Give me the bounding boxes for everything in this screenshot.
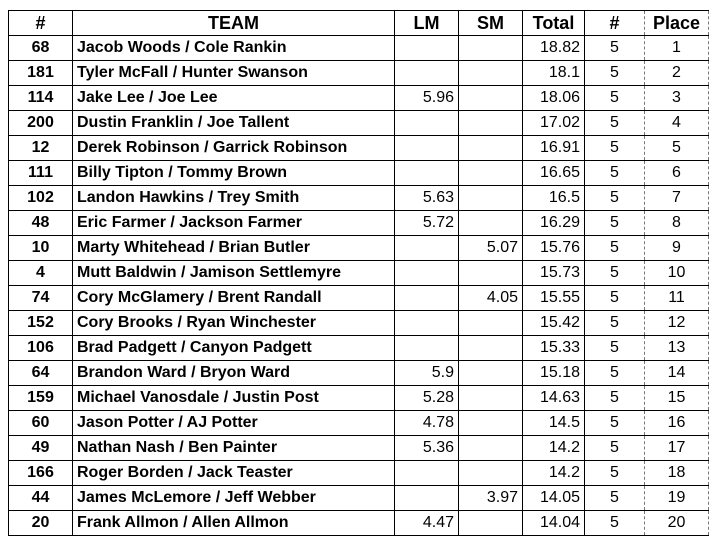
header-total[interactable]: Total [523, 11, 585, 36]
table-row [9, 36, 709, 61]
sm-cell[interactable] [459, 211, 523, 236]
sm-cell[interactable]: 3.97 [459, 486, 523, 511]
sm-cell[interactable] [459, 136, 523, 161]
lm-cell[interactable]: 5.96 [395, 86, 459, 111]
sm-cell[interactable] [459, 461, 523, 486]
fish-count-cell[interactable]: 5 [585, 411, 645, 436]
fish-count-cell[interactable]: 5 [585, 36, 645, 61]
fish-count-cell[interactable]: 5 [585, 286, 645, 311]
place-cell[interactable]: 17 [645, 436, 709, 461]
fish-count-cell[interactable]: 5 [585, 86, 645, 111]
entry-number-cell[interactable]: 60 [9, 411, 73, 436]
place-cell[interactable]: 20 [645, 511, 709, 536]
total-cell[interactable]: 14.2 [523, 436, 585, 461]
table-row [9, 261, 709, 286]
team-cell[interactable]: Jason Potter / AJ Potter [73, 411, 395, 436]
sm-cell[interactable] [459, 411, 523, 436]
table-row [9, 86, 709, 111]
fish-count-cell[interactable]: 5 [585, 461, 645, 486]
table-row [9, 211, 709, 236]
fish-count-cell[interactable]: 5 [585, 111, 645, 136]
table-row [9, 361, 709, 386]
team-cell[interactable]: Eric Farmer / Jackson Farmer [73, 211, 395, 236]
team-cell[interactable]: Jake Lee / Joe Lee [73, 86, 395, 111]
total-cell[interactable]: 16.91 [523, 136, 585, 161]
lm-cell[interactable] [395, 161, 459, 186]
sm-cell[interactable] [459, 336, 523, 361]
total-cell[interactable]: 16.29 [523, 211, 585, 236]
header-entry-number[interactable]: # [9, 11, 73, 36]
sm-cell[interactable]: 4.05 [459, 286, 523, 311]
sm-cell[interactable] [459, 361, 523, 386]
lm-cell[interactable]: 5.9 [395, 361, 459, 386]
fish-count-cell[interactable]: 5 [585, 486, 645, 511]
header-team[interactable]: TEAM [73, 11, 395, 36]
table-row [9, 411, 709, 436]
lm-cell[interactable]: 5.36 [395, 436, 459, 461]
team-cell[interactable]: Landon Hawkins / Trey Smith [73, 186, 395, 211]
total-cell[interactable]: 15.33 [523, 336, 585, 361]
entry-number-cell[interactable]: 114 [9, 86, 73, 111]
sm-cell[interactable] [459, 386, 523, 411]
total-cell[interactable]: 14.5 [523, 411, 585, 436]
fish-count-cell[interactable]: 5 [585, 361, 645, 386]
table-row [9, 136, 709, 161]
lm-cell[interactable] [395, 61, 459, 86]
team-cell[interactable]: Tyler McFall / Hunter Swanson [73, 61, 395, 86]
place-cell[interactable]: 19 [645, 486, 709, 511]
place-cell[interactable]: 14 [645, 361, 709, 386]
place-cell[interactable]: 9 [645, 236, 709, 261]
entry-number-cell[interactable]: 111 [9, 161, 73, 186]
lm-cell[interactable]: 4.78 [395, 411, 459, 436]
entry-number-cell[interactable]: 68 [9, 36, 73, 61]
place-cell[interactable]: 11 [645, 286, 709, 311]
total-cell[interactable]: 18.1 [523, 61, 585, 86]
total-cell[interactable]: 18.82 [523, 36, 585, 61]
fish-count-cell[interactable]: 5 [585, 311, 645, 336]
fish-count-cell[interactable]: 5 [585, 511, 645, 536]
fish-count-cell[interactable]: 5 [585, 161, 645, 186]
total-cell[interactable]: 15.76 [523, 236, 585, 261]
table-row [9, 336, 709, 361]
total-cell[interactable]: 16.65 [523, 161, 585, 186]
place-cell[interactable]: 16 [645, 411, 709, 436]
table-row [9, 311, 709, 336]
team-cell[interactable]: Derek Robinson / Garrick Robinson [73, 136, 395, 161]
team-cell[interactable]: Mutt Baldwin / Jamison Settlemyre [73, 261, 395, 286]
lm-cell[interactable]: 5.72 [395, 211, 459, 236]
team-cell[interactable]: Frank Allmon / Allen Allmon [73, 511, 395, 536]
entry-number-cell[interactable]: 106 [9, 336, 73, 361]
entry-number-cell[interactable]: 49 [9, 436, 73, 461]
entry-number-cell[interactable]: 64 [9, 361, 73, 386]
place-cell[interactable]: 6 [645, 161, 709, 186]
team-cell[interactable]: Marty Whitehead / Brian Butler [73, 236, 395, 261]
place-cell[interactable]: 12 [645, 311, 709, 336]
place-cell[interactable]: 3 [645, 86, 709, 111]
total-cell[interactable]: 15.18 [523, 361, 585, 386]
lm-cell[interactable] [395, 286, 459, 311]
entry-number-cell[interactable]: 4 [9, 261, 73, 286]
entry-number-cell[interactable]: 44 [9, 486, 73, 511]
entry-number-cell[interactable]: 12 [9, 136, 73, 161]
total-cell[interactable]: 15.55 [523, 286, 585, 311]
place-cell[interactable]: 7 [645, 186, 709, 211]
lm-cell[interactable]: 4.47 [395, 511, 459, 536]
table-row [9, 61, 709, 86]
table-row [9, 286, 709, 311]
header-fish-count[interactable]: # [585, 11, 645, 36]
place-cell[interactable]: 15 [645, 386, 709, 411]
total-cell[interactable]: 17.02 [523, 111, 585, 136]
fish-count-cell[interactable]: 5 [585, 336, 645, 361]
lm-cell[interactable] [395, 136, 459, 161]
entry-number-cell[interactable]: 20 [9, 511, 73, 536]
team-cell[interactable]: Roger Borden / Jack Teaster [73, 461, 395, 486]
lm-cell[interactable]: 5.63 [395, 186, 459, 211]
results-table [8, 10, 709, 536]
table-row [9, 386, 709, 411]
entry-number-cell[interactable]: 102 [9, 186, 73, 211]
table-row [9, 161, 709, 186]
team-cell[interactable]: James McLemore / Jeff Webber [73, 486, 395, 511]
entry-number-cell[interactable]: 200 [9, 111, 73, 136]
lm-cell[interactable] [395, 36, 459, 61]
entry-number-cell[interactable]: 10 [9, 236, 73, 261]
team-cell[interactable]: Michael Vanosdale / Justin Post [73, 386, 395, 411]
header-lm[interactable]: LM [395, 11, 459, 36]
header-place[interactable]: Place [645, 11, 709, 36]
lm-cell[interactable] [395, 236, 459, 261]
fish-count-cell[interactable]: 5 [585, 236, 645, 261]
entry-number-cell[interactable]: 74 [9, 286, 73, 311]
lm-cell[interactable]: 5.28 [395, 386, 459, 411]
table-row [9, 436, 709, 461]
place-cell[interactable]: 18 [645, 461, 709, 486]
team-cell[interactable]: Cory Brooks / Ryan Winchester [73, 311, 395, 336]
fish-count-cell[interactable]: 5 [585, 436, 645, 461]
total-cell[interactable]: 14.05 [523, 486, 585, 511]
lm-cell[interactable] [395, 486, 459, 511]
table-row [9, 236, 709, 261]
table-body [9, 36, 709, 536]
sm-cell[interactable] [459, 86, 523, 111]
total-cell[interactable]: 14.04 [523, 511, 585, 536]
place-cell[interactable]: 1 [645, 36, 709, 61]
sm-cell[interactable] [459, 261, 523, 286]
entry-number-cell[interactable]: 48 [9, 211, 73, 236]
fish-count-cell[interactable]: 5 [585, 386, 645, 411]
lm-cell[interactable] [395, 261, 459, 286]
sm-cell[interactable] [459, 186, 523, 211]
lm-cell[interactable] [395, 461, 459, 486]
table-row [9, 511, 709, 536]
fish-count-cell[interactable]: 5 [585, 211, 645, 236]
team-cell[interactable]: Brandon Ward / Bryon Ward [73, 361, 395, 386]
team-cell[interactable]: Nathan Nash / Ben Painter [73, 436, 395, 461]
lm-cell[interactable] [395, 111, 459, 136]
sm-cell[interactable] [459, 36, 523, 61]
entry-number-cell[interactable]: 159 [9, 386, 73, 411]
header-row [9, 11, 709, 36]
sm-cell[interactable] [459, 436, 523, 461]
team-cell[interactable]: Cory McGlamery / Brent Randall [73, 286, 395, 311]
team-cell[interactable]: Jacob Woods / Cole Rankin [73, 36, 395, 61]
fish-count-cell[interactable]: 5 [585, 186, 645, 211]
team-cell[interactable]: Dustin Franklin / Joe Tallent [73, 111, 395, 136]
lm-cell[interactable] [395, 336, 459, 361]
entry-number-cell[interactable]: 181 [9, 61, 73, 86]
table-row [9, 186, 709, 211]
sm-cell[interactable] [459, 511, 523, 536]
sm-cell[interactable] [459, 311, 523, 336]
sm-cell[interactable] [459, 111, 523, 136]
total-cell[interactable]: 14.63 [523, 386, 585, 411]
place-cell[interactable]: 8 [645, 211, 709, 236]
place-cell[interactable]: 2 [645, 61, 709, 86]
sm-cell[interactable] [459, 161, 523, 186]
fish-count-cell[interactable]: 5 [585, 61, 645, 86]
table-row [9, 111, 709, 136]
fish-count-cell[interactable]: 5 [585, 136, 645, 161]
total-cell[interactable]: 18.06 [523, 86, 585, 111]
table-row [9, 486, 709, 511]
entry-number-cell[interactable]: 166 [9, 461, 73, 486]
place-cell[interactable]: 5 [645, 136, 709, 161]
place-cell[interactable]: 13 [645, 336, 709, 361]
total-cell[interactable]: 14.2 [523, 461, 585, 486]
fish-count-cell[interactable]: 5 [585, 261, 645, 286]
place-cell[interactable]: 4 [645, 111, 709, 136]
entry-number-cell[interactable]: 152 [9, 311, 73, 336]
team-cell[interactable]: Brad Padgett / Canyon Padgett [73, 336, 395, 361]
total-cell[interactable]: 15.42 [523, 311, 585, 336]
total-cell[interactable]: 15.73 [523, 261, 585, 286]
sm-cell[interactable] [459, 61, 523, 86]
team-cell[interactable]: Billy Tipton / Tommy Brown [73, 161, 395, 186]
table-row [9, 461, 709, 486]
header-sm[interactable]: SM [459, 11, 523, 36]
sm-cell[interactable]: 5.07 [459, 236, 523, 261]
place-cell[interactable]: 10 [645, 261, 709, 286]
lm-cell[interactable] [395, 311, 459, 336]
total-cell[interactable]: 16.5 [523, 186, 585, 211]
